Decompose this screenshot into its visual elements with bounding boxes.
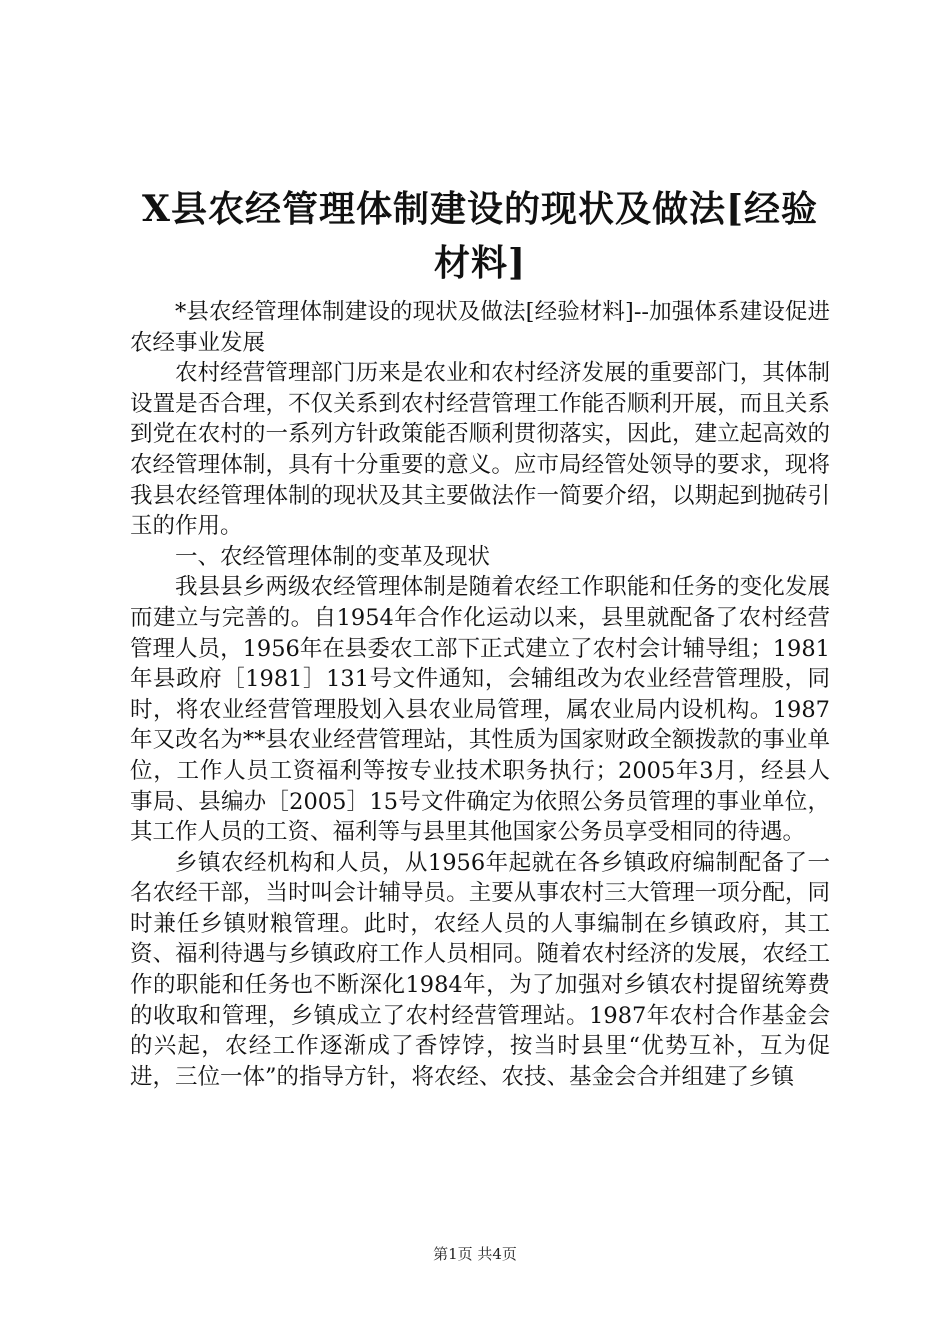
document-body [130,297,830,1092]
body-paragraph: 我县县乡两级农经管理体制是随着农经工作职能和任务的变化发展而建立与完善的。自1954年合作化运动以来，县里就配备了农村经营管理人员，1956年在县委农工部下正式建立了农村会计辅导组；1981年县政府［1981］131号文件通知，会辅组改为农业经营管理股，同时，将农业经营管理股划入县农业局管理，属农业局内设机构。1987年又改名为**县农业经营管理站，其性质为国家财政全额拨款的事业单位，工作人员工资福利等按专业技术职务执行；2005年3月，经县人事局、县编办［2005］15号文件确定为依照公务员管理的事业单位，其工作人员的工资、福利等与县里其他国家公务员享受相同的待遇。 [130,574,830,846]
section-heading: 一、农经管理体制的变革及现状 [175,543,491,570]
body-paragraph: 乡镇农经机构和人员，从1956年起就在各乡镇政府编制配备了一名农经干部，当时叫会计辅导员。主要从事农村三大管理一项分配，同时兼任乡镇财粮管理。此时，农经人员的人事编制在乡镇政府，其工资、福利待遇与乡镇政府工作人员相同。随着农村经济的发展，农经工作的职能和任务也不断深化1984年，为了加强对乡镇农村提留统筹费的收取和管理，乡镇成立了农村经营管理站。1987年农村合作基金会的兴起，农经工作逐渐成了香饽饽，按当时县里“优势互补，互为促进，三位一体”的指导方针，将农经、农技、基金会合并组建了乡镇 [130,849,830,1090]
subtitle-paragraph: *县农经管理体制建设的现状及做法[经验材料]--加强体系建设促进农经事业发展 [130,299,830,356]
page-footer: 第1页 共4页 [433,1245,517,1263]
document-title: X县农经管理体制建设的现状及做法[经验材料] [142,188,818,284]
intro-paragraph: 农村经营管理部门历来是农业和农村经济发展的重要部门，其体制设置是否合理，不仅关系到农村经营管理工作能否顺利开展，而且关系到党在农村的一系列方针政策能否顺利贯彻落实，因此，建立起高效的农经管理体制，具有十分重要的意义。应市局经管处领导的要求，现将我县农经管理体制的现状及其主要做法作一简要介绍，以期起到抛砖引玉的作用。 [130,360,830,540]
